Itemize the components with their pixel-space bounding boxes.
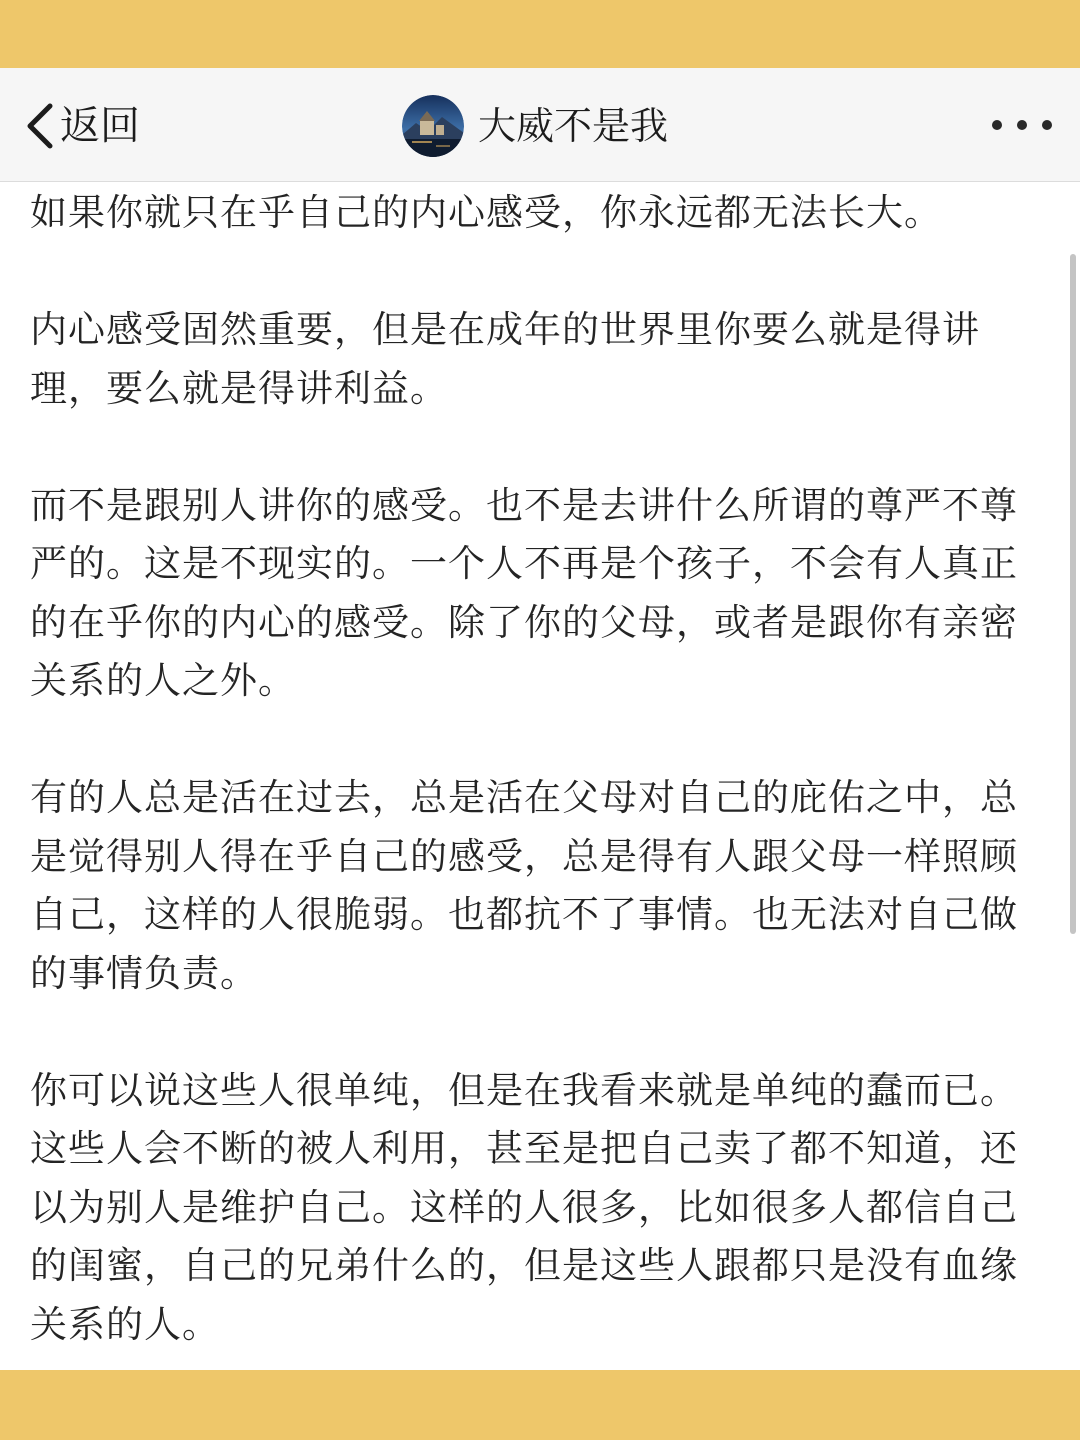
- top-band: [0, 0, 1080, 68]
- paragraph: 内心感受固然重要，但是在成年的世界里你要么就是得讲理，要么就是得讲利益。: [30, 308, 980, 410]
- paragraph: 你可以说这些人很单纯，但是在我看来就是单纯的蠢而已。这些人会不断的被人利用，甚至是把自己卖了都不知道，还以为别人是维护自己。这样的人很多，比如很多人都信自己的闺蜜，自己的兄弟什么的，但是这些人跟都只是没有血缘关系的人。: [30, 1068, 1018, 1346]
- author-name[interactable]: 大威不是我: [478, 104, 669, 148]
- paragraph: 有的人总是活在过去，总是活在父母对自己的庇佑之中，总是觉得别人得在乎自己的感受，总是得有人跟父母一样照顾自己，这样的人很脆弱。也都抗不了事情。也无法对自己做的事情负责。: [30, 776, 1018, 995]
- chevron-left-icon: [20, 98, 60, 154]
- paragraph: 而不是跟别人讲你的感受。也不是去讲什么所谓的尊严不尊严的。这是不现实的。一个人不再是个孩子，不会有人真正的在乎你的内心的感受。除了你的父母，或者是跟你有亲密关系的人之外。: [30, 483, 1018, 702]
- back-button[interactable]: [20, 98, 140, 154]
- back-label: 返回: [60, 103, 140, 149]
- more-dots-icon: [1042, 120, 1052, 130]
- scrollbar[interactable]: [1070, 254, 1076, 934]
- navigation-bar: [0, 68, 1080, 182]
- post-body: [30, 184, 1040, 1413]
- author-header[interactable]: [402, 94, 668, 158]
- more-dots-icon: [1017, 120, 1027, 130]
- more-dots-icon: [992, 120, 1002, 130]
- bottom-band: [0, 1370, 1080, 1440]
- more-button[interactable]: [992, 108, 1052, 142]
- paragraph: 如果你就只在乎自己的内心感受，你永远都无法长大。: [30, 191, 942, 234]
- avatar[interactable]: [402, 95, 464, 157]
